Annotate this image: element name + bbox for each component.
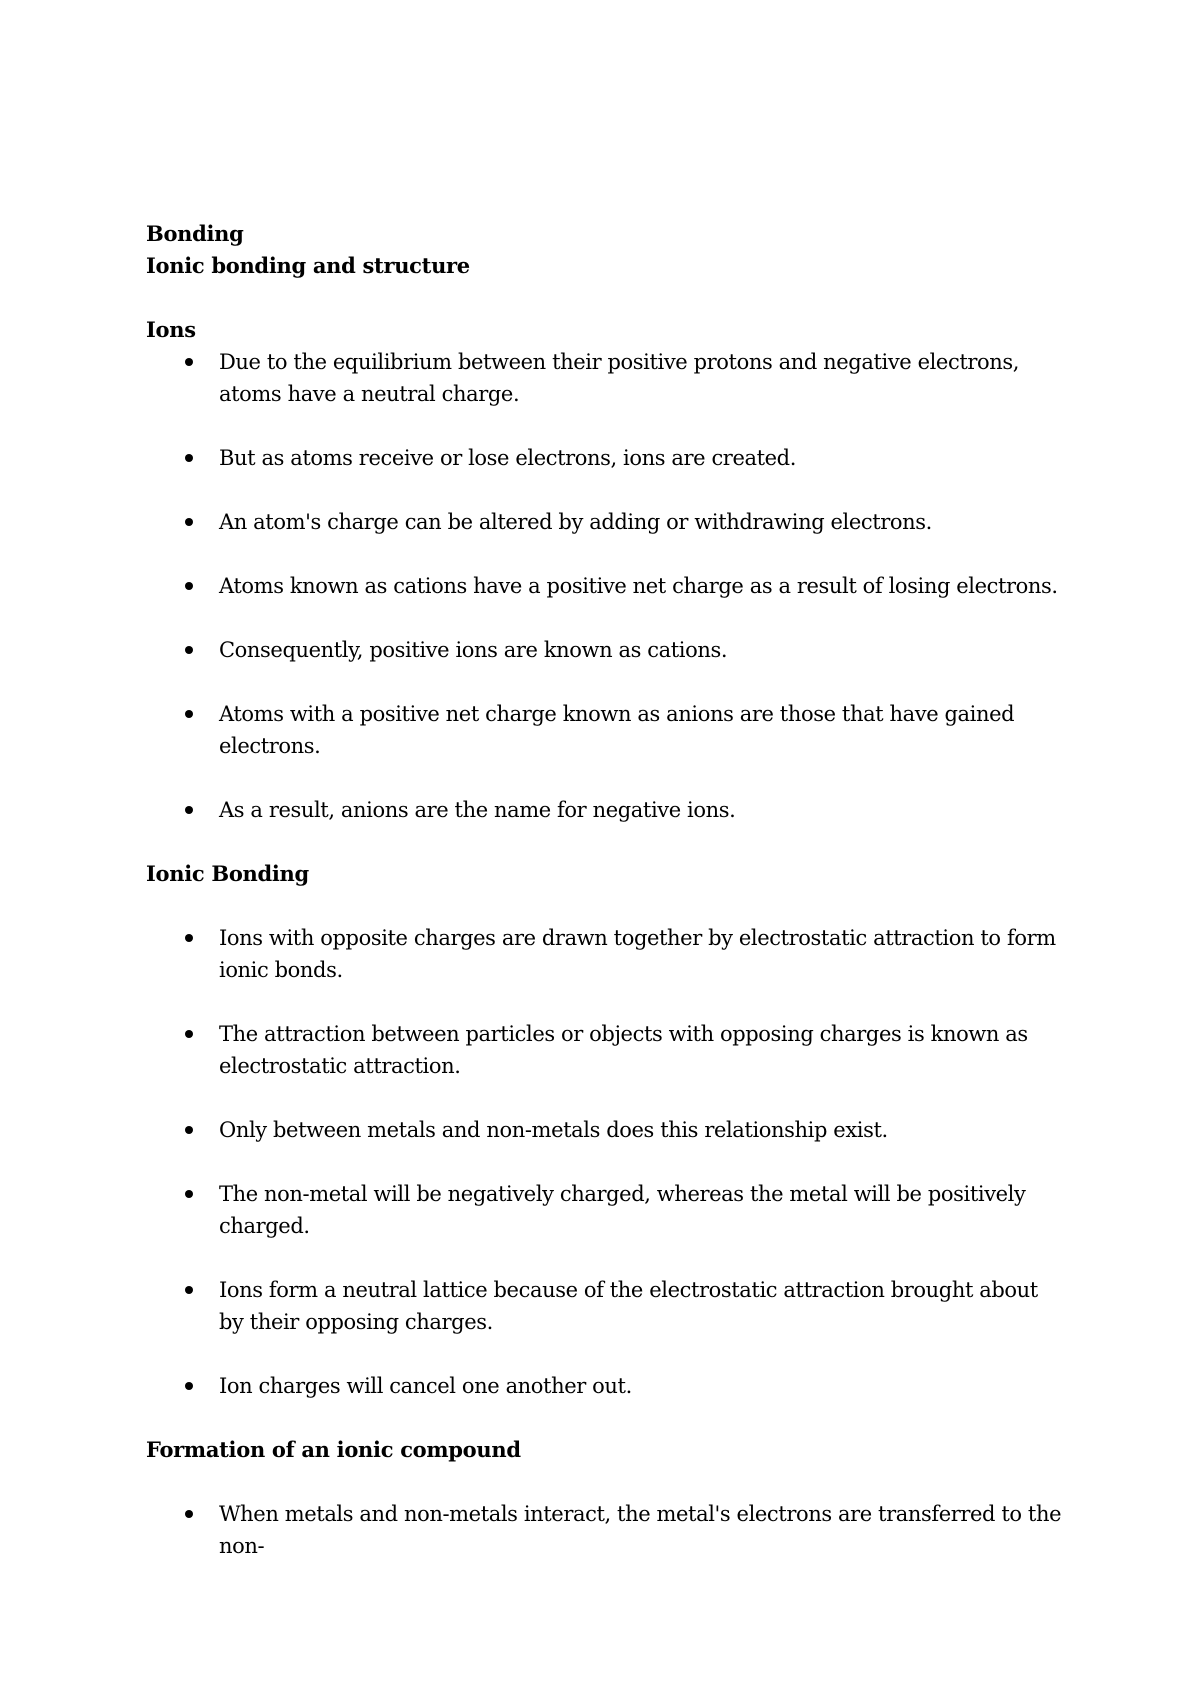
bullet-dot-icon bbox=[185, 934, 193, 942]
bullet-dot-icon bbox=[185, 646, 193, 654]
list-item bbox=[146, 570, 1076, 602]
list-item bbox=[146, 1498, 1076, 1562]
document-subtitle: Ionic bonding and structure bbox=[146, 253, 470, 278]
list-item bbox=[146, 1114, 1076, 1146]
list-item-text: Due to the equilibrium between their positive protons and negative electrons, atoms have a neutral charge. bbox=[219, 350, 1020, 406]
section-heading-ionic-bonding: Ionic Bonding bbox=[146, 861, 309, 886]
document-title: Bonding bbox=[146, 221, 244, 246]
list-item-text: As a result, anions are the name for negative ions. bbox=[219, 798, 736, 822]
list-item-text: The attraction between particles or objects with opposing charges is known as electrostatic attraction. bbox=[219, 1022, 1028, 1078]
list-item-text: Only between metals and non-metals does this relationship exist. bbox=[219, 1118, 888, 1142]
list-item-text: Ions form a neutral lattice because of the electrostatic attraction brought about by their opposing charges. bbox=[219, 1278, 1038, 1334]
list-item bbox=[146, 442, 1076, 474]
list-item bbox=[146, 346, 1076, 410]
bullet-dot-icon bbox=[185, 1030, 193, 1038]
list-item-text: But as atoms receive or lose electrons, ions are created. bbox=[219, 446, 796, 470]
list-item bbox=[146, 698, 1076, 762]
ions-bullet-list bbox=[146, 346, 1076, 826]
list-item bbox=[146, 1370, 1076, 1402]
list-item bbox=[146, 922, 1076, 986]
bullet-dot-icon bbox=[185, 582, 193, 590]
list-item bbox=[146, 506, 1076, 538]
bullet-dot-icon bbox=[185, 518, 193, 526]
bullet-dot-icon bbox=[185, 1510, 193, 1518]
list-item bbox=[146, 1178, 1076, 1242]
list-item bbox=[146, 634, 1076, 666]
bullet-dot-icon bbox=[185, 358, 193, 366]
list-item-text: The non-metal will be negatively charged, whereas the metal will be positively charged. bbox=[219, 1182, 1026, 1238]
formation-bullet-list bbox=[146, 1498, 1076, 1562]
list-item-text: When metals and non-metals interact, the metal's electrons are transferred to the non- bbox=[219, 1502, 1062, 1558]
list-item-text: Consequently, positive ions are known as cations. bbox=[219, 638, 728, 662]
list-item bbox=[146, 1274, 1076, 1338]
list-item-text: Atoms with a positive net charge known as anions are those that have gained electrons. bbox=[219, 702, 1015, 758]
list-item bbox=[146, 1018, 1076, 1082]
list-item-text: Ion charges will cancel one another out. bbox=[219, 1374, 632, 1398]
list-item-text: Ions with opposite charges are drawn together by electrostatic attraction to form ionic bonds. bbox=[219, 926, 1056, 982]
list-item bbox=[146, 794, 1076, 826]
list-item-text: Atoms known as cations have a positive net charge as a result of losing electrons. bbox=[219, 574, 1058, 598]
list-item-text: An atom's charge can be altered by adding or withdrawing electrons. bbox=[219, 510, 932, 534]
bullet-dot-icon bbox=[185, 1286, 193, 1294]
section-heading-formation: Formation of an ionic compound bbox=[146, 1437, 521, 1462]
ionic-bonding-bullet-list bbox=[146, 922, 1076, 1402]
bullet-dot-icon bbox=[185, 1126, 193, 1134]
document-page bbox=[146, 218, 1076, 1562]
bullet-dot-icon bbox=[185, 454, 193, 462]
bullet-dot-icon bbox=[185, 1190, 193, 1198]
bullet-dot-icon bbox=[185, 710, 193, 718]
bullet-dot-icon bbox=[185, 1382, 193, 1390]
bullet-dot-icon bbox=[185, 806, 193, 814]
section-heading-ions: Ions bbox=[146, 317, 196, 342]
